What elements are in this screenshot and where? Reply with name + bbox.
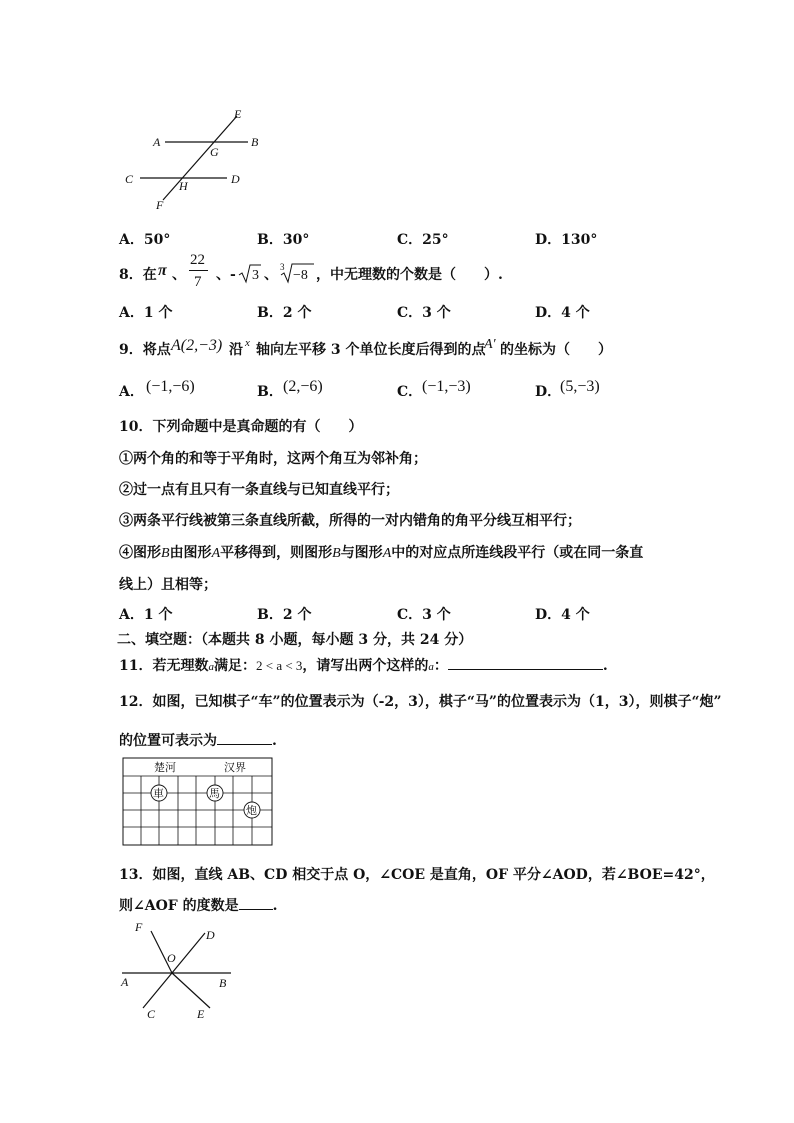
q8-cbrt-sign (279, 260, 315, 284)
q10-option-d[interactable]: D．4 个 (535, 607, 590, 623)
q10-s4-c: 由图形 (169, 545, 212, 561)
chess-board-label-chu-river: 楚河 (154, 761, 176, 774)
q13-line2-text: 则∠AOF 的度数是 (119, 898, 239, 914)
q12-answer-blank[interactable] (217, 730, 272, 745)
q8-cbrt-index: 3 (280, 262, 285, 272)
chess-board-figure (122, 757, 274, 847)
label-C: C (147, 1007, 156, 1021)
q9-option-b[interactable]: (2,−6) (283, 378, 323, 395)
q8-frac-den: 7 (194, 274, 202, 290)
q10-statement-4-line2: 线上）且相等； (119, 577, 217, 593)
q9-point2: A′ (484, 337, 496, 352)
label-O: O (167, 951, 176, 965)
q10-statement-2: ②过一点有且只有一条直线与已知直线平行； (119, 482, 399, 498)
q11-prefix: 11．若无理数 (119, 658, 209, 674)
q12-line2-text: 的位置可表示为 (119, 733, 217, 749)
q11-a2: a (428, 661, 434, 673)
q10-option-b[interactable]: B．2 个 (257, 607, 312, 623)
q11-a1: a (208, 661, 214, 673)
q10-s4-g: 与图形 (340, 545, 383, 561)
q9-axis: x (245, 337, 250, 349)
q10-statement-3: ③两条平行线被第三条直线所截，所得的一对内错角的角平分线互相平行； (119, 513, 581, 529)
q11-inequality: 2 < a < 3 (255, 658, 303, 673)
intersecting-lines-figure (115, 918, 240, 1028)
q10-statement-1: ①两个角的和等于平角时，这两个角互为邻补角； (119, 451, 427, 467)
q9-suffix: 的坐标为（ ） (500, 342, 612, 358)
q9-option-b-letter: B． (257, 384, 283, 400)
q8-sep1: 、 (172, 267, 186, 283)
label-A: A (121, 975, 129, 989)
q11-suffix: ： (433, 658, 448, 674)
chess-piece-horse: 馬 (209, 787, 220, 800)
q13-answer-blank[interactable] (239, 895, 273, 910)
q10-s4-i: 中的对应点所连线段平行（或在同一条直 (391, 545, 644, 561)
q11-stem (119, 655, 608, 675)
parallel-lines-figure (115, 100, 275, 215)
label-E: E (197, 1007, 205, 1021)
q8-cbrt-arg: −8 (293, 268, 308, 283)
label-D: D (231, 172, 240, 186)
q9-option-a[interactable]: (−1,−6) (146, 378, 195, 395)
label-B: B (251, 135, 259, 149)
q8-frac-bar (189, 270, 208, 271)
q12-line1: 12．如图，已知棋子“车”的位置表示为（-2，3），棋子“马”的位置表示为（1，3），则棋子“炮” (119, 694, 722, 710)
q12-line2 (119, 730, 277, 750)
q13-line2 (119, 895, 277, 915)
chess-piece-cannon: 炮 (246, 804, 257, 817)
q8-sqrt-sign (238, 262, 262, 284)
q10-stem: 10．下列命题中是真命题的有（ ） (119, 419, 363, 435)
q9-point: A(2,−3) (171, 337, 223, 354)
q8-pi: π (158, 262, 167, 279)
label-E: E (234, 107, 242, 121)
q9-option-a-letter: A． (119, 384, 144, 400)
q10-statement-4 (119, 542, 643, 562)
q7-option-c[interactable]: C．25° (397, 232, 449, 248)
q10-option-c[interactable]: C．3 个 (397, 607, 451, 623)
q9-option-d[interactable]: (5,−3) (560, 378, 600, 395)
q8-frac-num: 22 (190, 252, 205, 268)
q11-mid: 满足： (213, 658, 256, 674)
q11-mid2: ，请写出两个这样的 (302, 658, 429, 674)
q10-s4-b: B (161, 546, 170, 561)
q13-line1: 13．如图，直线 AB、CD 相交于点 O，∠COE 是直角，OF 平分∠AOD，若∠BOE=42°， (119, 867, 715, 883)
q7-option-b[interactable]: B．30° (257, 232, 310, 248)
q7-option-d[interactable]: D．130° (535, 232, 598, 248)
q9-option-d-letter: D． (535, 384, 562, 400)
chess-board-label-han-border: 汉界 (224, 761, 246, 774)
q8-option-c[interactable]: C．3 个 (397, 305, 451, 321)
label-A: A (153, 135, 161, 149)
q9-prefix: 9．将点 (119, 342, 171, 358)
q8-prefix: 8．在 (119, 267, 157, 283)
q11-end: . (602, 658, 608, 674)
q9-option-c-letter: C． (397, 384, 423, 400)
q10-option-a[interactable]: A．1 个 (119, 607, 173, 623)
q12-end: . (272, 733, 277, 749)
q11-answer-blank[interactable] (448, 655, 603, 670)
label-C: C (125, 172, 134, 186)
label-B: B (219, 976, 227, 990)
q8-sqrt-arg: 3 (252, 268, 259, 283)
q8-option-a[interactable]: A．1 个 (119, 305, 173, 321)
q8-option-b[interactable]: B．2 个 (257, 305, 312, 321)
label-F: F (156, 198, 164, 212)
q10-s4-h: A (382, 546, 392, 561)
q10-s4-a: ④图形 (119, 545, 161, 561)
q10-s4-d: A (211, 546, 221, 561)
q7-option-a[interactable]: A．50° (119, 232, 171, 248)
q8-suffix: ，中无理数的个数是（ ）. (316, 267, 503, 283)
q8-sep2: 、- (216, 267, 236, 283)
label-F: F (135, 920, 143, 934)
q8-sep3: 、 (264, 267, 278, 283)
label-D: D (206, 928, 215, 942)
q10-s4-f: B (332, 546, 341, 561)
label-G: G (210, 145, 219, 159)
q9-option-c[interactable]: (−1,−3) (422, 378, 471, 395)
chess-piece-chariot: 車 (153, 787, 164, 800)
q8-option-d[interactable]: D．4 个 (535, 305, 590, 321)
label-H: H (179, 179, 188, 193)
q9-mid1: 沿 (229, 342, 243, 358)
q13-end: . (272, 898, 278, 914)
q10-s4-e: 平移得到，则图形 (220, 545, 333, 561)
q9-mid2: 轴向左平移 3 个单位长度后得到的点 (256, 342, 486, 358)
section-2-heading: 二、填空题：（本题共 8 小题，每小题 3 分，共 24 分） (117, 632, 473, 648)
